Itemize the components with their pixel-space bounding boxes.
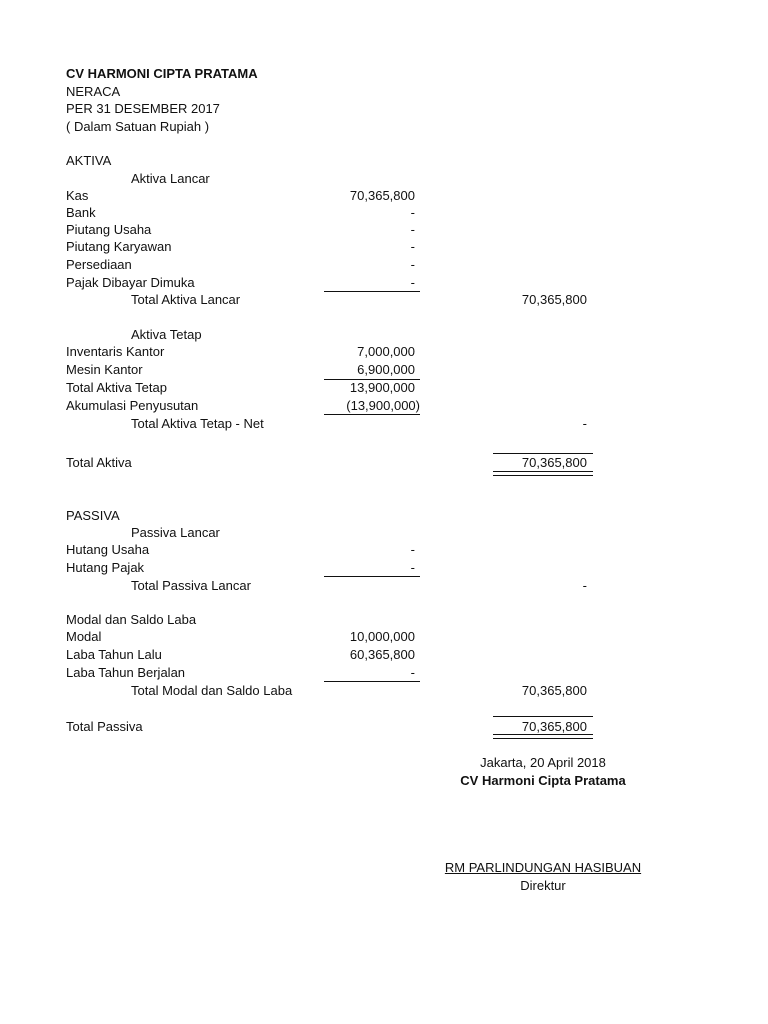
signatory-name: RM PARLINDUNGAN HASIBUAN xyxy=(444,860,642,875)
aktiva-tetap-heading: Aktiva Tetap xyxy=(131,327,202,342)
row-value: - xyxy=(410,205,415,220)
total-rule xyxy=(493,716,593,717)
row-label: Pajak Dibayar Dimuka xyxy=(66,275,195,290)
row-label: Piutang Karyawan xyxy=(66,239,172,254)
double-underline xyxy=(493,471,593,476)
row-value: - xyxy=(410,560,415,575)
row-value: 60,365,800 xyxy=(349,647,415,662)
total-aktiva-value: 70,365,800 xyxy=(521,455,587,470)
row-value: 70,365,800 xyxy=(349,188,415,203)
double-underline xyxy=(493,734,593,739)
row-value: - xyxy=(410,542,415,557)
row-value: 7,000,000 xyxy=(357,344,415,359)
row-label: Mesin Kantor xyxy=(66,362,143,377)
total-passiva-lancar-value: - xyxy=(582,578,587,593)
period: PER 31 DESEMBER 2017 xyxy=(66,101,220,116)
total-passiva-label: Total Passiva xyxy=(66,719,143,734)
total-modal-label: Total Modal dan Saldo Laba xyxy=(131,683,293,698)
row-value: - xyxy=(410,239,415,254)
total-rule xyxy=(493,453,593,454)
row-label: Persediaan xyxy=(66,257,132,272)
row-label: Akumulasi Penyusutan xyxy=(66,398,199,413)
signature-company: CV Harmoni Cipta Pratama xyxy=(460,773,626,788)
total-aktiva-lancar-value: 70,365,800 xyxy=(521,292,587,307)
subtotal-rule xyxy=(324,414,420,415)
total-aktiva-lancar-label: Total Aktiva Lancar xyxy=(131,292,241,307)
row-label: Total Aktiva Tetap xyxy=(66,380,167,395)
row-label: Kas xyxy=(66,188,89,203)
subtotal-rule xyxy=(324,576,420,577)
row-label: Laba Tahun Lalu xyxy=(66,647,162,662)
row-label: Hutang Usaha xyxy=(66,542,150,557)
total-passiva-lancar-label: Total Passiva Lancar xyxy=(131,578,251,593)
row-label: Inventaris Kantor xyxy=(66,344,165,359)
subtotal-rule xyxy=(324,291,420,292)
total-passiva-value: 70,365,800 xyxy=(521,719,587,734)
row-label: Bank xyxy=(66,205,96,220)
row-value: 10,000,000 xyxy=(349,629,415,644)
signatory-title: Direktur xyxy=(520,878,566,893)
row-label: Laba Tahun Berjalan xyxy=(66,665,186,680)
document-type: NERACA xyxy=(66,84,121,99)
company-name: CV HARMONI CIPTA PRATAMA xyxy=(66,66,258,81)
aktiva-lancar-heading: Aktiva Lancar xyxy=(131,171,210,186)
row-label: Hutang Pajak xyxy=(66,560,145,575)
aktiva-heading: AKTIVA xyxy=(66,153,112,168)
passiva-heading: PASSIVA xyxy=(66,508,120,523)
row-value: 6,900,000 xyxy=(357,362,415,377)
row-value: 13,900,000 xyxy=(349,380,415,395)
row-label: Modal xyxy=(66,629,102,644)
currency-unit: ( Dalam Satuan Rupiah ) xyxy=(66,119,210,134)
passiva-lancar-heading: Passiva Lancar xyxy=(131,525,220,540)
row-label: Piutang Usaha xyxy=(66,222,152,237)
modal-heading: Modal dan Saldo Laba xyxy=(66,612,197,627)
total-aktiva-tetap-net-value: - xyxy=(582,416,587,431)
total-aktiva-label: Total Aktiva xyxy=(66,455,132,470)
total-modal-value: 70,365,800 xyxy=(521,683,587,698)
place-date: Jakarta, 20 April 2018 xyxy=(480,755,606,770)
row-value: - xyxy=(410,665,415,680)
total-aktiva-tetap-net-label: Total Aktiva Tetap - Net xyxy=(131,416,264,431)
subtotal-rule xyxy=(324,681,420,682)
row-value: - xyxy=(410,275,415,290)
row-value: - xyxy=(410,257,415,272)
row-value: - xyxy=(410,222,415,237)
row-value: (13,900,000) xyxy=(346,398,420,413)
